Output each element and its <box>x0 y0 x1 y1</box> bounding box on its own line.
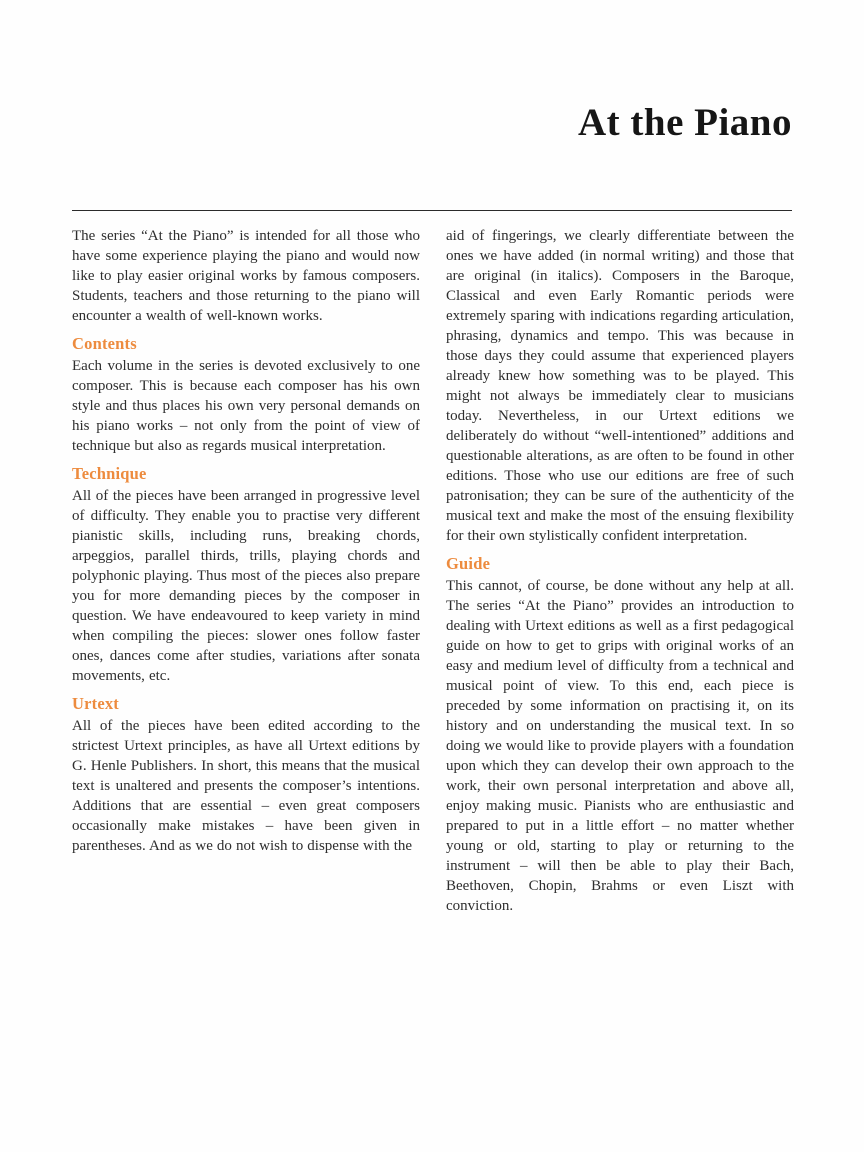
page-title: At the Piano <box>578 101 792 144</box>
section-heading-guide: Guide <box>446 553 491 573</box>
left-column <box>72 226 420 916</box>
urtext-paragraph: All of the pieces have been edited according to the strictest Urtext principles, as have all Urtext editions by G. Henle Publishers. In short, this means that the musical text is unaltered and presents the composer’s intentions. Additions that are essential – even great composers occasionally make mistakes – have been given in parentheses. And as we do not wish to dispense with the <box>72 717 420 854</box>
text-columns <box>72 226 792 916</box>
guide-paragraph: This cannot, of course, be done without any help at all. The series “At the Piano” provides an introduction to dealing with Urtext editions as well as a first pedagogical guide on how to get to grips with original works of an easy and medium level of difficulty from a technical and musical point of view. To this end, each piece is preceded by some information on practising it, on its history and on understanding the musical text. In so doing we would like to provide players with a foundation upon which they can develop their own approach to the work, their own personal interpretation and above all, enjoy making music. Pianists who are enthusiastic and prepared to put in a little effort – no matter whether young or old, starting to play or returning to the instrument – will then be able to play their Bach, Beethoven, Chopin, Brahms or even Liszt with conviction. <box>446 577 794 914</box>
section-heading-technique: Technique <box>72 463 147 483</box>
technique-paragraph: All of the pieces have been arranged in progressive level of difficulty. They enable you to practise very different pianistic skills, including runs, breaking chords, arpeggios, parallel thirds, trills, playing chords and polyphonic playing. Thus most of the pieces also prepare you for more demanding pieces by the composer in question. We have endeavoured to keep variety in mind when compiling the pieces: slower ones follow faster ones, dances come after studies, variations after sonata movements, etc. <box>72 487 420 684</box>
right-column <box>446 226 794 916</box>
urtext-continuation-paragraph: aid of fingerings, we clearly differentiate between the ones we have added (in normal writing) and those that are original (in italics). Composers in the Baroque, Classical and even Early Romantic periods were extremely sparing with indications regarding articulation, phrasing, dynamics and tempo. This was because in those days they could assume that experienced players already knew how something was to be played. This might not always be immediately clear to musicians today. Nevertheless, in our Urtext editions we deliberately do without “well-intentioned” additions and questionable alterations, as are often to be found in other editions. Those who use our editions are free of such patronisation; they can be sure of the authenticity of the musical text and make the most of the ensuing flexibility for their own stylistically confident interpretation. <box>446 227 794 544</box>
intro-paragraph: The series “At the Piano” is intended for all those who have some experience playing the piano and would now like to play easier original works by famous composers. Students, teachers and those returning to the piano will encounter a wealth of well-known works. <box>72 227 420 324</box>
section-heading-contents: Contents <box>72 333 137 353</box>
title-divider <box>72 210 792 211</box>
contents-paragraph: Each volume in the series is devoted exclusively to one composer. This is because each composer has his own style and thus places his own very personal demands on his piano works – not only from the point of view of technique but also as regards musical interpretation. <box>72 357 420 454</box>
section-heading-urtext: Urtext <box>72 693 120 713</box>
